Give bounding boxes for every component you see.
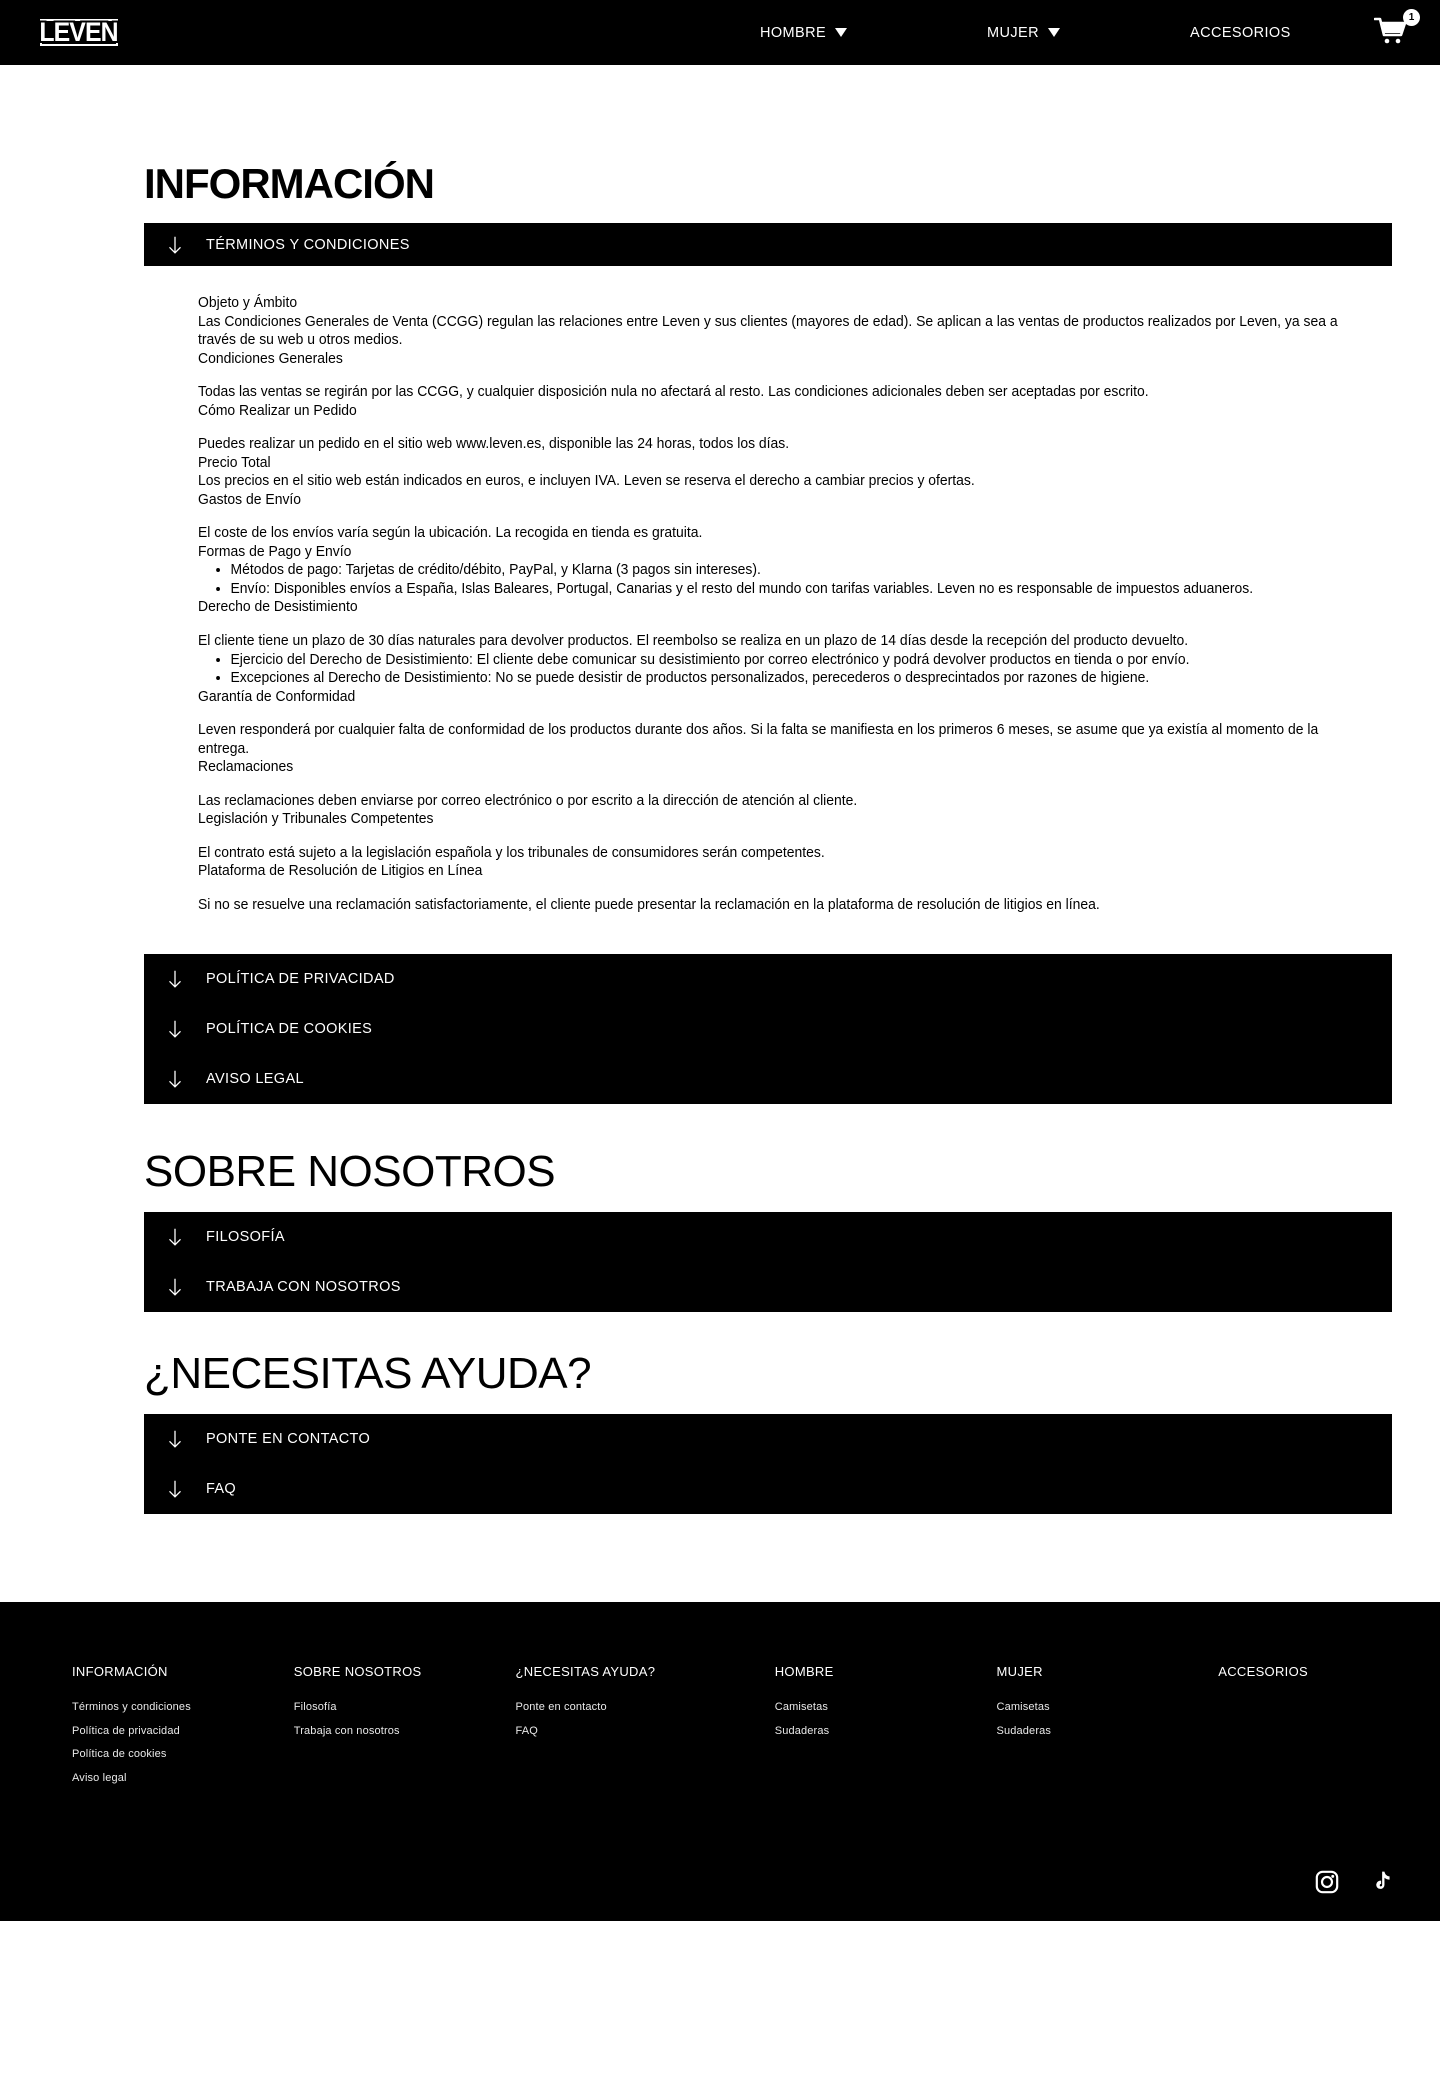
nav-label-hombre: HOMBRE xyxy=(760,24,827,41)
terms-line: Gastos de Envío xyxy=(198,491,302,508)
section-informacion xyxy=(96,65,1344,1104)
nav-label-mujer: MUJER xyxy=(987,24,1039,41)
section-necesitas-ayuda xyxy=(96,1312,1344,1514)
nav-label-accesorios: ACCESORIOS xyxy=(1190,24,1291,41)
footer-link[interactable]: Política de cookies xyxy=(72,1748,167,1761)
footer-link[interactable]: FAQ xyxy=(515,1724,538,1737)
page-title-necesitas-ayuda: ¿NECESITAS AYUDA? xyxy=(144,1349,592,1399)
footer-column-title: HOMBRE xyxy=(774,1664,834,1680)
accordion-label-privacidad: POLÍTICA DE PRIVACIDAD xyxy=(206,971,395,988)
terms-body-text xyxy=(198,294,1350,914)
arrow-down-icon xyxy=(164,1428,186,1450)
cart-badge-count: 1 xyxy=(1403,9,1420,26)
main-navigation xyxy=(760,0,1291,65)
footer-columns xyxy=(0,1664,1440,1795)
chevron-down-icon xyxy=(1048,28,1060,37)
section-sobre-nosotros xyxy=(96,1104,1344,1312)
footer-column-hombre xyxy=(775,1664,997,1795)
footer-link[interactable]: Filosofía xyxy=(293,1701,337,1714)
terms-line: Leven responderá por cualquier falta de conformidad de los productos durante dos años. Si la falta se manifiesta en los primeros 6 meses, se asume que ya existía al momento de la entrega. xyxy=(198,722,1319,757)
terms-line: Plataforma de Resolución de Litigios en Línea xyxy=(198,863,483,880)
arrow-down-icon xyxy=(164,1018,186,1040)
footer-column-sobre-nosotros xyxy=(294,1664,516,1795)
page-content xyxy=(0,65,1440,1514)
site-header xyxy=(0,0,1440,65)
accordion-label-terminos: TÉRMINOS Y CONDICIONES xyxy=(206,236,410,253)
accordion-necesitas-ayuda xyxy=(144,1414,1392,1514)
instagram-icon[interactable] xyxy=(1314,1869,1340,1895)
terms-line: Condiciones Generales xyxy=(198,350,343,367)
footer-link[interactable]: Camisetas xyxy=(996,1701,1050,1714)
arrow-down-icon xyxy=(164,1068,186,1090)
accordion-label-filosofia: FILOSOFÍA xyxy=(206,1229,285,1246)
brand-logo[interactable] xyxy=(38,15,120,51)
footer-column-title: INFORMACIÓN xyxy=(72,1664,168,1680)
terms-line: Formas de Pago y Envío xyxy=(198,543,352,560)
social-links xyxy=(0,1869,1440,1895)
terms-line: Puedes realizar un pedido en el sitio web www.leven.es, disponible las 24 horas, todos los días. xyxy=(198,436,790,453)
footer-column-title: SOBRE NOSOTROS xyxy=(293,1664,422,1680)
footer-link[interactable]: Ponte en contacto xyxy=(515,1701,607,1714)
accordion-header-trabaja-con-nosotros[interactable] xyxy=(144,1262,1392,1312)
footer-link[interactable]: Aviso legal xyxy=(72,1771,127,1784)
accordion-header-politica-de-privacidad[interactable] xyxy=(144,954,1392,1004)
accordion-header-faq[interactable] xyxy=(144,1464,1392,1514)
arrow-down-icon xyxy=(164,234,186,256)
terms-list-desistimiento xyxy=(198,651,1350,688)
footer-link[interactable]: Sudaderas xyxy=(774,1724,830,1737)
terms-line: Los precios en el sitio web están indicados en euros, e incluyen IVA. Leven se reserva el derecho a cambiar precios y ofertas. xyxy=(198,473,975,490)
terms-list-item: • Excepciones al Derecho de Desistimiento: No se puede desistir de productos personalizados, perecederos o desprecintados por razones de higiene. xyxy=(230,669,1349,688)
tiktok-icon[interactable] xyxy=(1368,1869,1394,1895)
footer-column-title: ¿NECESITAS AYUDA? xyxy=(515,1664,656,1680)
accordion-panel-terminos xyxy=(144,266,1392,954)
footer-column-title: MUJER xyxy=(996,1664,1043,1680)
nav-item-mujer[interactable] xyxy=(987,25,1060,41)
accordion-header-terminos-y-condiciones[interactable] xyxy=(144,223,1392,266)
page-title-informacion: INFORMACIÓN xyxy=(144,160,434,207)
nav-item-accesorios[interactable] xyxy=(1190,25,1291,41)
terms-line: Precio Total xyxy=(198,454,271,471)
footer-column-accesorios xyxy=(1218,1664,1440,1795)
nav-item-hombre[interactable] xyxy=(760,25,847,41)
terms-list-pago-envio xyxy=(198,561,1350,598)
terms-list-item: • Ejercicio del Derecho de Desistimiento: El cliente debe comunicar su desistimiento por correo electrónico y podrá devolver productos en tienda o por envío. xyxy=(230,651,1349,670)
cart-button[interactable] xyxy=(1374,8,1420,50)
site-footer xyxy=(0,1602,1440,1921)
logo-text: LEVEN xyxy=(39,17,119,47)
terms-line: Las Condiciones Generales de Venta (CCGG) regulan las relaciones entre Leven y sus clientes (mayores de edad). Se aplican a las ventas de productos realizados por Leven, ya sea a través de su web u otros medios. xyxy=(198,313,1338,349)
footer-link[interactable]: Camisetas xyxy=(774,1701,829,1714)
terms-line: Objeto y Ámbito xyxy=(198,295,298,311)
arrow-down-icon xyxy=(164,1226,186,1248)
accordion-label-ponte-en-contacto: PONTE EN CONTACTO xyxy=(206,1431,371,1448)
accordion-label-trabaja-con-nosotros: TRABAJA CON NOSOTROS xyxy=(206,1279,401,1296)
footer-column-title: ACCESORIOS xyxy=(1218,1664,1308,1680)
accordion-header-aviso-legal[interactable] xyxy=(144,1054,1392,1104)
accordion-sobre-nosotros xyxy=(144,1212,1392,1312)
accordion-informacion xyxy=(144,223,1392,1104)
terms-list-item: • Métodos de pago: Tarjetas de crédito/débito, PayPal, y Klarna (3 pagos sin intereses). xyxy=(230,561,1349,580)
arrow-down-icon xyxy=(164,1276,186,1298)
terms-line: Reclamaciones xyxy=(198,759,294,776)
terms-line: El coste de los envíos varía según la ubicación. La recogida en tienda es gratuita. xyxy=(198,525,703,542)
terms-line: Si no se resuelve una reclamación satisfactoriamente, el cliente puede presentar la reclamación en la plataforma de resolución de litigios en línea. xyxy=(198,896,1100,913)
terms-line: Todas las ventas se regirán por las CCGG, y cualquier disposición nula no afectará al resto. Las condiciones adicionales deben ser aceptadas por escrito. xyxy=(198,384,1149,401)
footer-column-informacion xyxy=(72,1664,294,1795)
footer-link[interactable]: Trabaja con nosotros xyxy=(293,1724,400,1737)
footer-column-mujer xyxy=(997,1664,1219,1795)
accordion-header-filosofia[interactable] xyxy=(144,1212,1392,1262)
terms-line: El contrato está sujeto a la legislación española y los tribunales de consumidores serán competentes. xyxy=(198,844,825,861)
terms-line: Derecho de Desistimiento xyxy=(198,599,358,616)
footer-link[interactable]: Sudaderas xyxy=(996,1724,1052,1737)
accordion-label-cookies: POLÍTICA DE COOKIES xyxy=(206,1021,373,1038)
terms-line: Las reclamaciones deben enviarse por correo electrónico o por escrito a la dirección de atención al cliente. xyxy=(198,792,858,809)
accordion-header-ponte-en-contacto[interactable] xyxy=(144,1414,1392,1464)
footer-column-necesitas-ayuda xyxy=(516,1664,775,1795)
footer-link[interactable]: Términos y condiciones xyxy=(72,1701,191,1714)
terms-line: El cliente tiene un plazo de 30 días naturales para devolver productos. El reembolso se realiza en un plazo de 14 días desde la recepción del producto devuelto. xyxy=(198,632,1189,649)
chevron-down-icon xyxy=(835,28,847,37)
page-title-sobre-nosotros: SOBRE NOSOTROS xyxy=(144,1147,556,1197)
accordion-label-aviso-legal: AVISO LEGAL xyxy=(206,1071,304,1088)
footer-link[interactable]: Política de privacidad xyxy=(72,1724,180,1737)
accordion-label-faq: FAQ xyxy=(206,1481,237,1498)
arrow-down-icon xyxy=(164,1478,186,1500)
terms-list-item: • Envío: Disponibles envíos a España, Islas Baleares, Portugal, Canarias y el resto del mundo con tarifas variables. Leven no es responsable de impuestos aduaneros. xyxy=(230,580,1349,599)
arrow-down-icon xyxy=(164,968,186,990)
terms-line: Legislación y Tribunales Competentes xyxy=(198,811,434,828)
terms-line: Garantía de Conformidad xyxy=(198,688,356,705)
accordion-header-politica-de-cookies[interactable] xyxy=(144,1004,1392,1054)
terms-line: Cómo Realizar un Pedido xyxy=(198,402,357,419)
